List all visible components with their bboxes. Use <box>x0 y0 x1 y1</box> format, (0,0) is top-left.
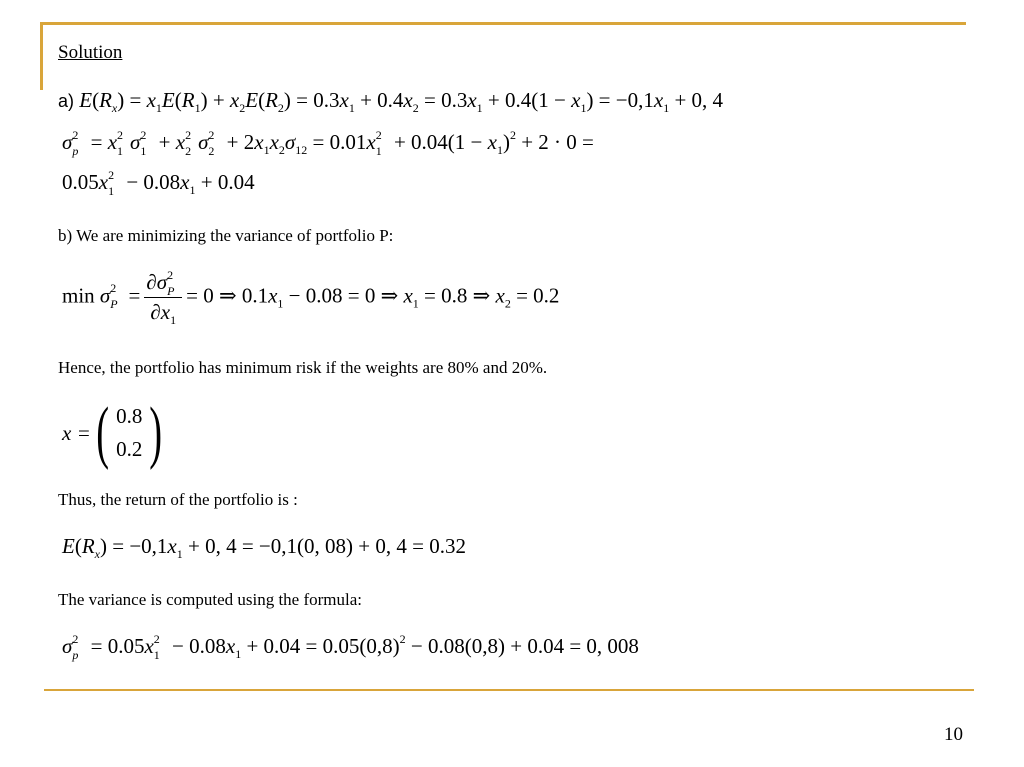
eq-return: $E(R_x) = -0,1x_1 + 0$, 4 = −0,1(0, 08) + 0, 4 = 0.32 <box>62 534 466 561</box>
part-b-intro: b) We are minimizing the variance of portfolio P: <box>58 226 394 245</box>
weight-x2: 0.2 <box>116 437 143 461</box>
eq-variance-line2: 0.05x 2 1 − $0.08x_1 + 0.04$ <box>62 168 255 198</box>
eq-expected-return: a) $E(R_x) = x_1E(R_1) + x_2E(R_2) = 0.3x_1 + 0.4x_2 = 0.3x_1 + 0.4(1 - x_1) = -0,1x_1 + 0$, 4 <box>58 88 724 115</box>
weights-vector <box>62 394 168 471</box>
weight-x1: 0.8 <box>116 404 143 428</box>
eq-variance-line1: σ 2 p = x 2 1 σ 2 1 + x 2 2 σ 2 2 + $2x_1x_2\sigma_{12} = 0.01x$ 2 1 + $0.04(1 - x_1)^2 + 2 \cdot 0$ = <box>62 128 594 158</box>
frame-left-rule <box>40 22 43 90</box>
conclusion-text: Hence, the portfolio has minimum risk if the weights are 80% and 20%. <box>58 358 548 377</box>
frame-bottom-rule <box>44 689 974 691</box>
vector-label: x = <box>62 420 91 445</box>
variance-intro: The variance is computed using the formula: <box>58 590 363 609</box>
eq-minimization: min σ 2 P = ∂σ 2 P $\partial x_1$ = 0 ⇒ $0.1x_1 - 0.08 = 0$ ⇒ $x_1 = 0.8$ ⇒ $x_2 = 0.2$ <box>62 268 560 327</box>
part-a-prefix: a) <box>58 91 75 111</box>
return-intro: Thus, the return of the portfolio is : <box>58 490 298 509</box>
left-paren: ( <box>95 394 109 471</box>
slide-title: Solution <box>58 42 123 63</box>
frame-top-rule <box>40 22 966 25</box>
eq-variance-result: σ 2 p = 0.05x 2 1 − $0.08x_1 + 0.04 = 0.05(0,8)^2 - 0.08(0,8) + 0.04 = 0$, 008 <box>62 632 639 662</box>
page-number: 10 <box>944 724 963 745</box>
right-paren: ) <box>149 394 163 471</box>
